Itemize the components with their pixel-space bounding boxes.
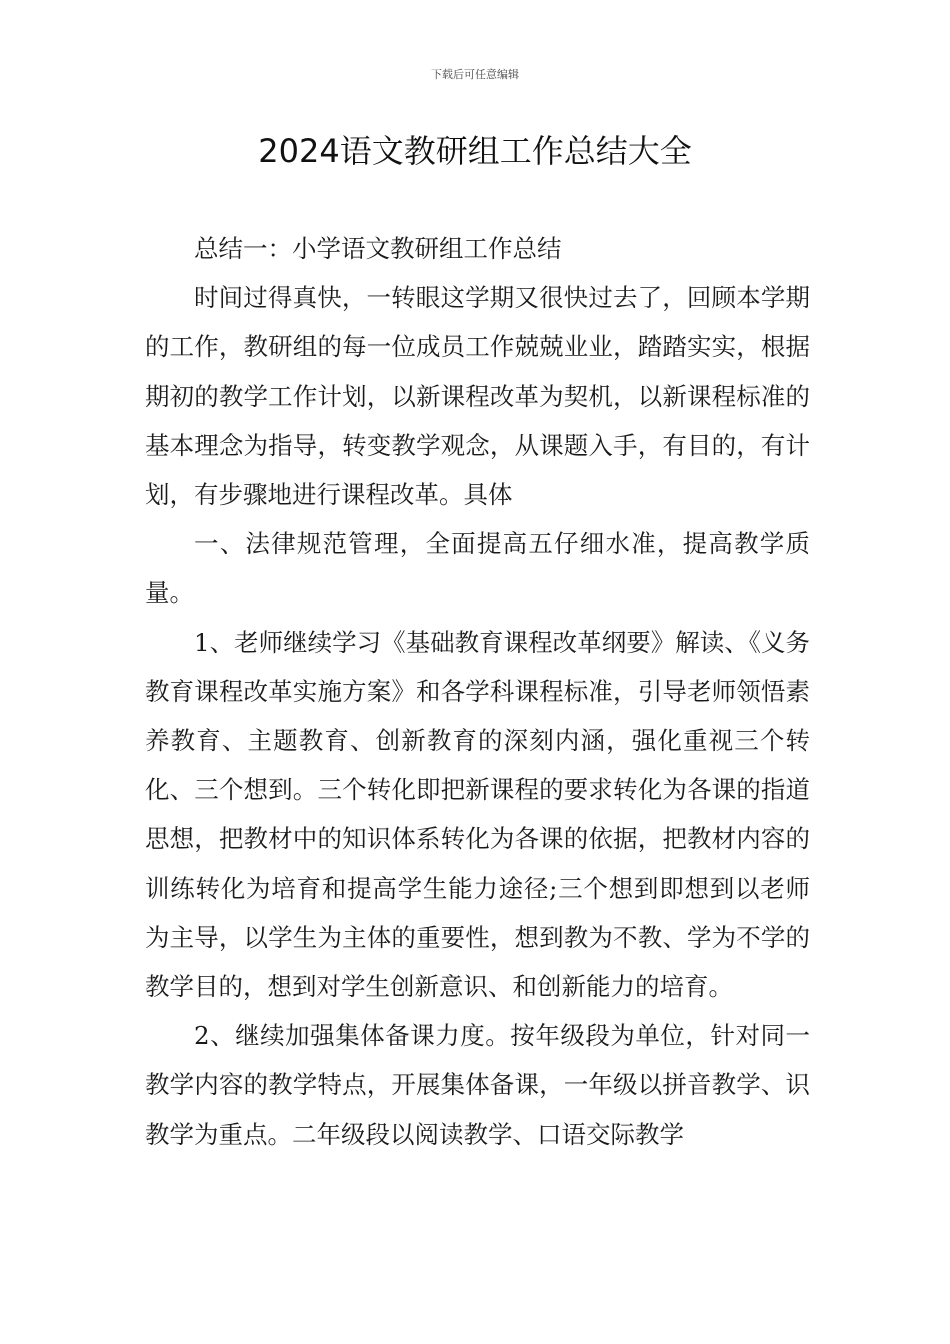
paragraph-item-1: 1、老师继续学习《基础教育课程改革纲要》解读、《义务教育课程改革实施方案》和各学科课程标准，引导老师领悟素养教育、主题教育、创新教育的深刻内涵，强化重视三个转化、三个想到。三个转化即把新课程的要求转化为各课的指道思想，把教材中的知识体系转化为各课的依据，把教材内容的训练转化为培育和提高学生能力途径;三个想到即想到以老师为主导，以学生为主体的重要性，想到教为不教、学为不学的教学目的，想到对学生创新意识、和创新能力的培育。 <box>145 627 810 1002</box>
paragraph-intro: 时间过得真快，一转眼这学期又很快过去了，回顾本学期的工作，教研组的每一位成员工作兢兢业业，踏踏实实，根据期初的教学工作计划，以新课程改革为契机，以新课程标准的基本理念为指导，转变教学观念，从课题入手，有目的，有计划，有步骤地进行课程改革。具体 <box>145 283 810 510</box>
page-title: 2024语文教研组工作总结大全 <box>258 132 692 170</box>
section-heading: 总结一：小学语文教研组工作总结 <box>194 234 562 263</box>
paragraph-heading-one: 一、法律规范管理，全面提高五仔细水准，提高教学质量。 <box>145 529 810 608</box>
header-note: 下载后可任意编辑 <box>431 68 519 81</box>
paragraph-item-2: 2、继续加强集体备课力度。按年级段为单位，针对同一教学内容的教学特点，开展集体备课，一年级以拼音教学、识教学为重点。二年级段以阅读教学、口语交际教学 <box>145 1021 810 1149</box>
document-body <box>145 224 810 1159</box>
